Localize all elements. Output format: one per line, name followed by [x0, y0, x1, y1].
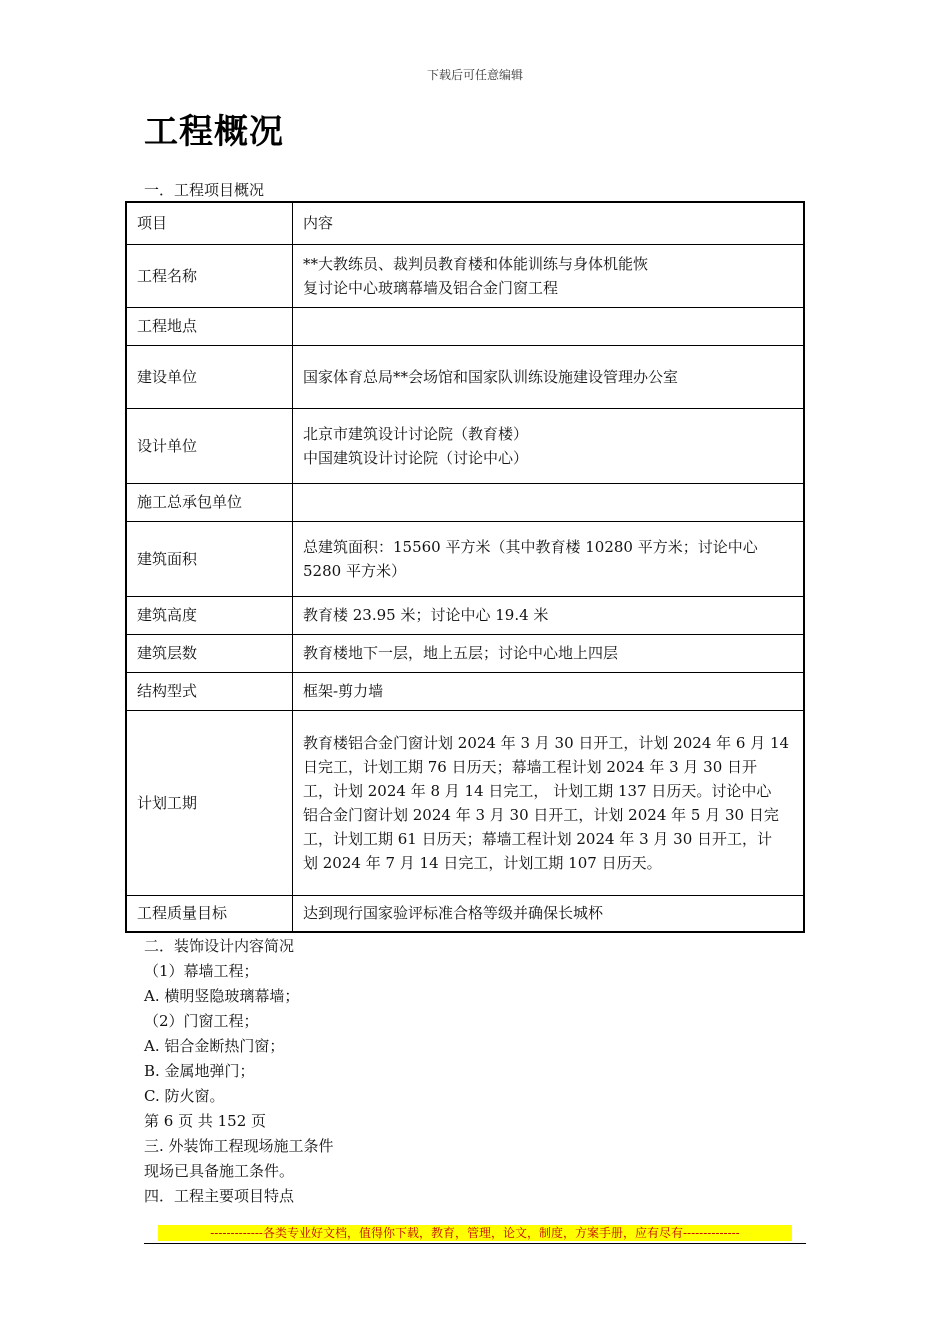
- row-value: [293, 345, 805, 408]
- body-line: （2）门窗工程；: [144, 1012, 259, 1030]
- row-label: 计划工期: [126, 710, 293, 895]
- table-row: [126, 895, 804, 932]
- row-value: [293, 596, 805, 634]
- page-title: 工程概况: [144, 112, 284, 152]
- row-value-line: 工，计划 2024 年 8 月 14 日完工， 计划工期 137 日历天。讨论中心: [303, 781, 772, 800]
- header-cell-item: 项目: [126, 202, 293, 244]
- row-label: 施工总承包单位: [126, 483, 293, 521]
- body-line: A. 横明竖隐玻璃幕墙；: [144, 987, 300, 1005]
- header-note: 下载后可任意编辑: [426, 68, 523, 82]
- project-overview-table: [125, 201, 805, 933]
- table-row: [126, 483, 804, 521]
- table-row: [126, 345, 804, 408]
- table-row: [126, 596, 804, 634]
- row-value: [293, 307, 805, 345]
- row-value-line: 达到现行国家验评标准合格等级并确保长城杯: [303, 904, 604, 923]
- row-value-line: 复讨论中心玻璃幕墙及铝合金门窗工程: [303, 278, 559, 297]
- row-label: 建设单位: [126, 345, 293, 408]
- row-value-line: **大教练员、裁判员教育楼和体能训练与身体机能恢: [303, 254, 649, 273]
- row-value-line: 教育楼 23.95 米；讨论中心 19.4 米: [303, 606, 549, 624]
- row-value-line: 工，计划工期 61 日历天；幕墙工程计划 2024 年 3 月 30 日开工，计: [303, 829, 773, 848]
- row-value-line: 日完工，计划工期 76 日历天；幕墙工程计划 2024 年 3 月 30 日开: [303, 757, 758, 776]
- section4-heading: 四．工程主要项目特点: [144, 1187, 295, 1205]
- row-value-line: 中国建筑设计讨论院（讨论中心）: [303, 448, 529, 467]
- row-value-line: 划 2024 年 7 月 14 日完工，计划工期 107 日历天。: [303, 853, 662, 872]
- row-value-line: 铝合金门窗计划 2024 年 3 月 30 日开工，计划 2024 年 5 月 30 日完: [303, 805, 779, 824]
- row-label: 建筑面积: [126, 521, 293, 596]
- body-line: A. 铝合金断热门窗；: [144, 1037, 285, 1055]
- row-value-line: 国家体育总局**会场馆和国家队训练设施建设管理办公室: [303, 367, 679, 386]
- row-value: [293, 521, 805, 596]
- body-line: 现场已具备施工条件。: [144, 1162, 295, 1180]
- table-row: [126, 710, 804, 895]
- footer-divider: [144, 1243, 806, 1244]
- row-label: 结构型式: [126, 672, 293, 710]
- table-row: [126, 244, 804, 307]
- table-header-row: [126, 202, 804, 244]
- row-label: 建筑层数: [126, 634, 293, 672]
- section1-heading: 一．工程项目概况: [144, 181, 265, 199]
- row-value: [293, 483, 805, 521]
- row-value-line: 教育楼铝合金门窗计划 2024 年 3 月 30 日开工，计划 2024 年 6 月 14: [303, 733, 790, 752]
- table-row: [126, 634, 804, 672]
- body-line: B. 金属地弹门；: [144, 1062, 255, 1080]
- table-row: [126, 672, 804, 710]
- header-cell-content: 内容: [293, 202, 805, 244]
- row-value: [293, 244, 805, 307]
- row-value: [293, 634, 805, 672]
- row-value: [293, 408, 805, 483]
- table-row: [126, 521, 804, 596]
- body-line: （1）幕墙工程；: [144, 962, 259, 980]
- row-label: 建筑高度: [126, 596, 293, 634]
- row-value: [293, 710, 805, 895]
- row-label: 工程地点: [126, 307, 293, 345]
- row-label: 设计单位: [126, 408, 293, 483]
- row-value-line: 北京市建筑设计讨论院（教育楼）: [303, 424, 529, 443]
- table-row: [126, 307, 804, 345]
- footer-banner: -------------各类专业好文档，值得你下载，教育，管理，论文，制度，方案手册，应有尽有--------------: [158, 1225, 792, 1241]
- row-value-line: 框架-剪力墙: [303, 682, 384, 700]
- body-line: C. 防火窗。: [144, 1087, 225, 1105]
- table-row: [126, 408, 804, 483]
- row-value-line: 5280 平方米）: [303, 561, 406, 580]
- section3-heading: 三. 外装饰工程现场施工条件: [144, 1137, 334, 1155]
- row-value-line: 教育楼地下一层，地上五层；讨论中心地上四层: [303, 644, 619, 662]
- row-value-line: 总建筑面积：15560 平方米（其中教育楼 10280 平方米；讨论中心: [303, 537, 758, 556]
- body-text: [144, 934, 334, 1209]
- section2-heading: 二．装饰设计内容简况: [144, 937, 295, 955]
- page-number: 第 6 页 共 152 页: [144, 1112, 267, 1130]
- row-value: [293, 672, 805, 710]
- row-value: [293, 895, 805, 932]
- row-label: 工程名称: [126, 244, 293, 307]
- row-label: 工程质量目标: [126, 895, 293, 932]
